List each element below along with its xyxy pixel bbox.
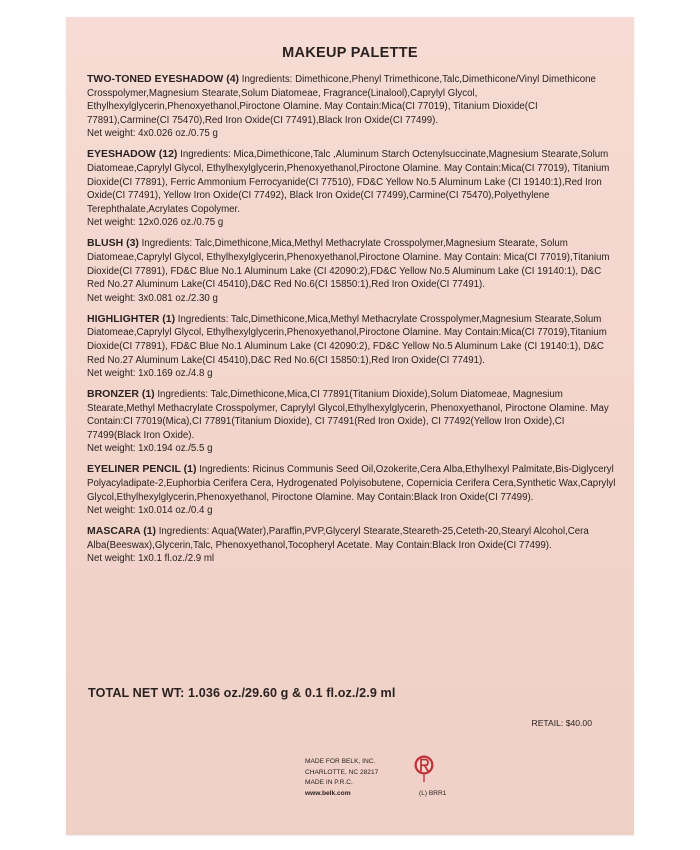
ingredient-list: Ingredients: Mica,Dimethicone,Talc ,Aluminum Starch Octenylsuccinate,Magnesium Stearate,Solum Diatomeae,Caprylyl Glycol, Ethylhexylglycerin,Phenoxyethanol,Piroctone Olamine. May Contain:Mica(CI 77019), Titanium Dioxide(CI 77891), Ferric Ammonium Ferrocyanide(CI 77510), FD&C Yellow No.5 Aluminum Lake (CI 19140:1),Red Iron Oxide(CI 77491), Yellow Iron Oxide(CI 77492), Black Iron Oxide(CI 77499),Carmine(CI 75470),Polyethylene Terephthalate,Acrylates Copolymer. [87, 149, 610, 215]
page-title: MAKEUP PALETTE [282, 45, 418, 61]
total-net-weight: TOTAL NET WT: 1.036 oz./29.60 g & 0.1 fl.oz./2.9 ml [88, 686, 396, 700]
net-weight: Net weight: 3x0.081 oz./2.30 g [87, 292, 218, 304]
ingredient-text [87, 525, 617, 552]
section-blush [87, 237, 617, 305]
section-eyeliner-pencil [87, 463, 617, 518]
net-weight: Net weight: 1x0.194 oz./5.5 g [87, 443, 213, 455]
ingredient-list: Ingredients: Ricinus Communis Seed Oil,Ozokerite,Cera Alba,Ethylhexyl Palmitate,Bis-Diglyceryl Polyacyladipate-2,Euphorbia Cerifera Cera, Hydrogenated Polyisobutene, Copernicia Cerifera Cera,Synthetic Wax,Caprylyl Glycol,Ethylhexylglycerin,Phenoxyethanol, Piroctone Olamine. May Contain:Black Iron Oxide(CI 77499). [87, 464, 616, 503]
retail-price: RETAIL: $40.00 [531, 718, 592, 728]
section-bronzer [87, 388, 617, 456]
section-mascara [87, 525, 617, 566]
maker-line: MADE IN P.R.C. [305, 779, 353, 786]
ingredient-text [87, 148, 617, 216]
maker-website: www.belk.com [305, 789, 351, 797]
product-box-back [66, 17, 634, 835]
section-heading: MASCARA (1) [87, 525, 157, 538]
maker-line: MADE FOR BELK, INC. [305, 758, 376, 765]
section-highlighter [87, 313, 617, 381]
ingredient-list: Ingredients: Talc,Dimethicone,Mica,Methyl Methacrylate Crosspolymer,Magnesium Stearate, Solum Diatomeae,Caprylyl Glycol, Ethylhexylglycerin,Phenoxyethanol,Piroctone Olamine. May Contain: Mica(CI 77019),Titanium Dioxide(CI 77891), FD&C Blue No.1 Aluminum Lake (CI 42090:2),FD&C Yellow No.5 Aluminum Lake (CI 19140:1), D&C Red No.27 Aluminum Lake(CI 45410),D&C Red No.6(CI 15850:1),Red Iron Oxide(CI 77491). [87, 238, 610, 291]
ingredient-text [87, 237, 617, 291]
net-weight: Net weight: 4x0.026 oz./0.75 g [87, 128, 218, 140]
maker-line: CHARLOTTE, NC 28217 [305, 768, 379, 776]
ingredient-text [87, 313, 617, 367]
ingredient-list: Ingredients: Aqua(Water),Paraffin,PVP,Glyceryl Stearate,Steareth-25,Ceteth-20,Stearyl Alcohol,Cera Alba(Beeswax),Glycerin,Talc, Phenoxyethanol,Tocopheryl Acetate. May Contain:Black Iron Oxide(CI 77499). [87, 526, 589, 551]
section-heading: BLUSH (3) [87, 237, 139, 250]
section-heading: EYELINER PENCIL (1) [87, 463, 197, 476]
net-weight: Net weight: 1x0.1 fl.oz./2.9 ml [87, 553, 215, 565]
ingredient-list: Ingredients: Dimethicone,Phenyl Trimethicone,Talc,Dimethicone/Vinyl Dimethicone Crosspolymer,Magnesium Stearate,Solum Diatomeae, Fragrance(Linalool),Caprylyl Glycol, Ethylhexylglycerin,Phenoxyethanol,Piroctone Olamine. May Contain:Mica(CI 77019), Titanium Dioxide(CI 77891),Carmine(CI 75470),Red Iron Oxide(CI 77491),Black Iron Oxide(CI 77499). [87, 74, 596, 126]
section-eyeshadow [87, 148, 617, 230]
ingredient-list: Ingredients: Talc,Dimethicone,Mica,CI 77891(Titanium Dioxide),Solum Diatomeae, Magnesium Stearate,Methyl Methacrylate Crosspolymer, Caprylyl Glycol,Ethylhexylglycerin, Phenoxyethanol, Piroctone Olamine. May Contain:CI 77019(Mica),CI 77891(Titanium Dioxide), CI 77491(Red Iron Oxide), CI 77492(Yellow Iron Oxide),CI 77499(Black Iron Oxide). [87, 389, 609, 441]
section-heading: BRONZER (1) [87, 388, 155, 401]
net-weight: Net weight: 1x0.169 oz./4.8 g [87, 368, 213, 380]
section-two-toned-eyeshadow [87, 73, 617, 141]
ingredient-text [87, 388, 617, 442]
ingredient-sections [87, 73, 617, 573]
section-heading: TWO-TONED EYESHADOW (4) [87, 73, 240, 85]
ingredient-list: Ingredients: Talc,Dimethicone,Mica,Methyl Methacrylate Crosspolymer,Magnesium Stearate,Solum Diatomeae,Caprylyl Glycol, Ethylhexylglycerin,Phenoxyethanol,Piroctone Olamine. May Contain:Mica(CI 77019),Titanium Dioxide(CI 77891), FD&C Blue No.1 Aluminum Lake (CI 42090:2), FD&C Yellow No.5 Aluminum Lake (CI 19140:1), D&C Red No.27 Aluminum Lake(CI 45410),D&C Red No.6(CI 15850:1),Red Iron Oxide(CI 77491). [87, 313, 607, 366]
section-heading: EYESHADOW (12) [87, 148, 178, 161]
net-weight: Net weight: 12x0.026 oz./0.75 g [87, 217, 224, 229]
belk-logo-icon [413, 754, 435, 784]
product-code: (L) BRR1 [419, 790, 447, 797]
net-weight: Net weight: 1x0.014 oz./0.4 g [87, 505, 213, 517]
section-heading: HIGHLIGHTER (1) [87, 312, 176, 325]
ingredient-text [87, 463, 617, 504]
manufacturer-info [305, 757, 378, 799]
ingredient-text [87, 73, 617, 127]
